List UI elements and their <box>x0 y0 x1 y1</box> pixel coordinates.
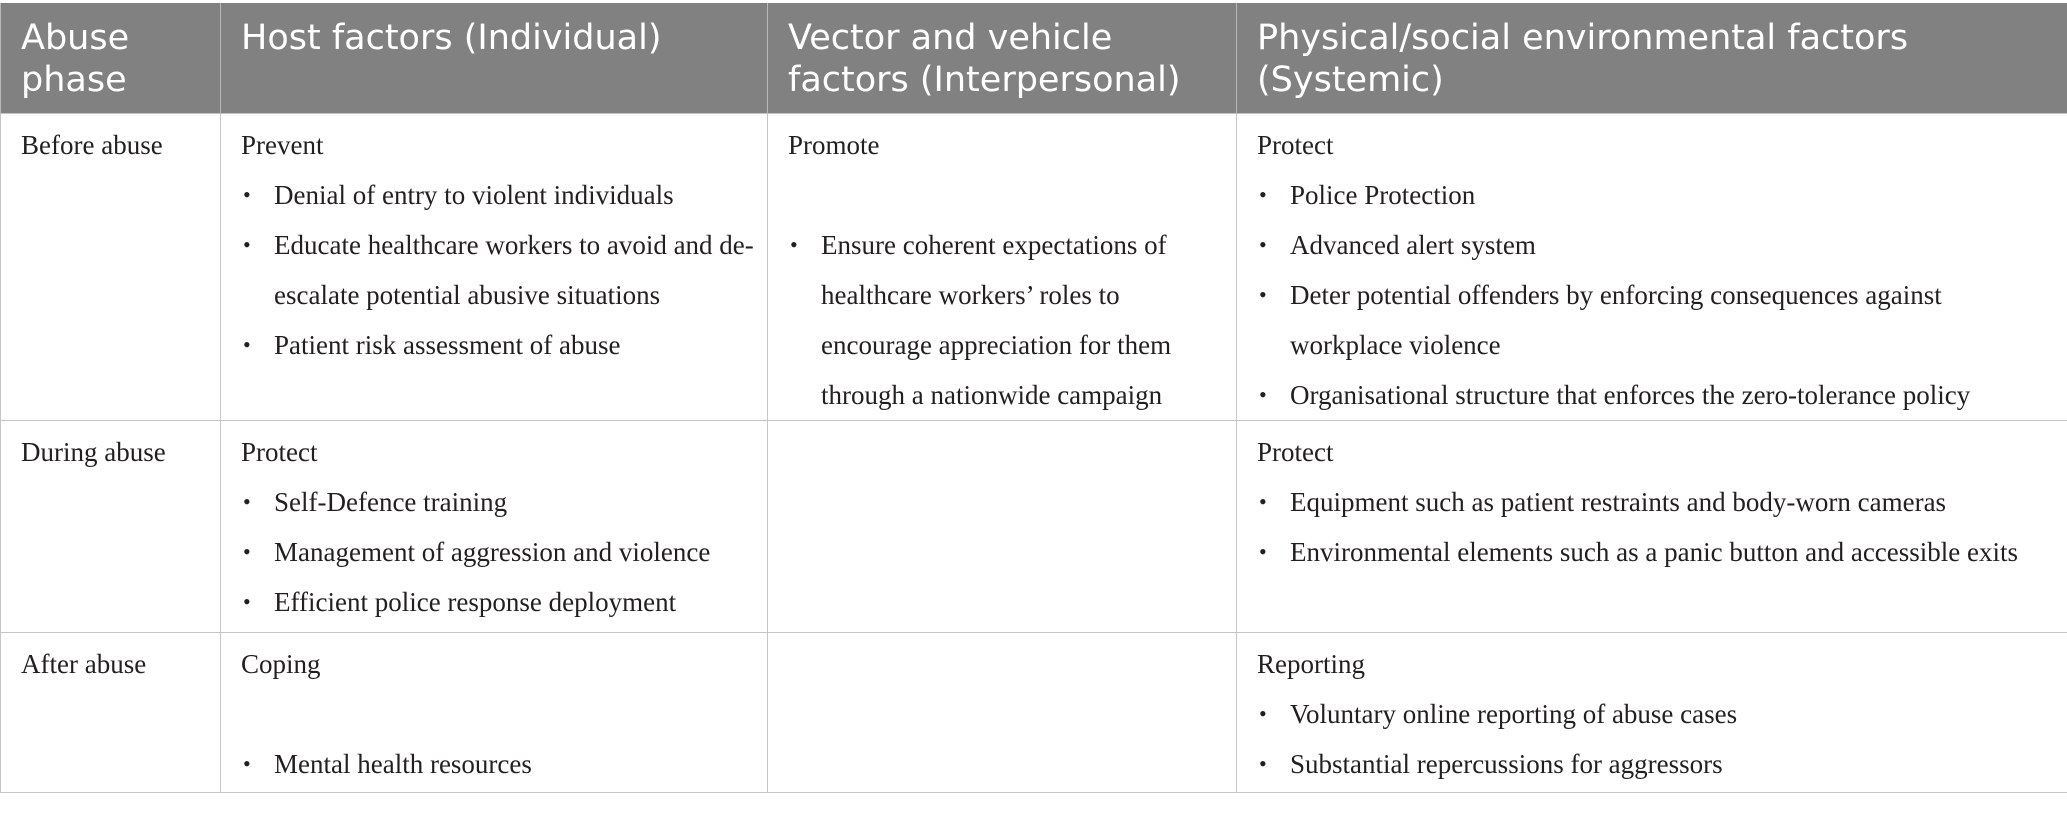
table-row-before-abuse <box>1 114 2067 421</box>
header-vector-factors: Vector and vehicle factors (Interpersonal) <box>768 3 1237 114</box>
list-item: • Substantial repercussions for aggressors <box>1257 739 2057 789</box>
env-cell <box>1237 421 2067 633</box>
vector-cell-title: Promote <box>788 130 880 160</box>
header-abuse-phase: Abuse phase <box>1 3 221 114</box>
list-item: • Efficient police response deployment <box>241 577 757 627</box>
list-item: • Advanced alert system <box>1257 220 2057 270</box>
vector-cell <box>768 114 1237 421</box>
header-row <box>1 3 2067 114</box>
host-cell <box>221 633 768 793</box>
host-list <box>241 739 757 789</box>
list-item: • Organisational structure that enforces the zero-tolerance policy <box>1257 370 2057 420</box>
header-environmental-factors: Physical/social environmental factors (Systemic) <box>1237 3 2067 114</box>
host-cell-title: Coping <box>241 649 321 679</box>
env-cell-title: Protect <box>1257 437 1334 467</box>
list-item: • Management of aggression and violence <box>241 527 757 577</box>
env-cell-title: Reporting <box>1257 649 1365 679</box>
list-item: • Self-Defence training <box>241 477 757 527</box>
vector-cell-empty <box>768 421 1237 633</box>
abuse-factors-table <box>0 3 2067 793</box>
env-cell <box>1237 114 2067 421</box>
host-cell <box>221 421 768 633</box>
list-item: • Equipment such as patient restraints and body-worn cameras <box>1257 477 2057 527</box>
host-cell <box>221 114 768 421</box>
host-cell-title: Prevent <box>241 130 324 160</box>
env-list <box>1257 689 2057 789</box>
env-cell <box>1237 633 2067 793</box>
header-host-factors: Host factors (Individual) <box>221 3 768 114</box>
phase-cell: After abuse <box>1 633 221 793</box>
list-item: • Denial of entry to violent individuals <box>241 170 757 220</box>
env-cell-title: Protect <box>1257 130 1334 160</box>
list-item: • Environmental elements such as a panic button and accessible exits <box>1257 527 2057 577</box>
table-row-during-abuse <box>1 421 2067 633</box>
host-cell-title: Protect <box>241 437 318 467</box>
list-item: • Mental health resources <box>241 739 757 789</box>
vector-cell-empty <box>768 633 1237 793</box>
phase-cell: During abuse <box>1 421 221 633</box>
table-row-after-abuse <box>1 633 2067 793</box>
list-item: • Ensure coherent expectations of healthcare workers’ roles to encourage appreciation for them through a nationwide campaign <box>788 220 1226 420</box>
list-item: • Patient risk assessment of abuse <box>241 320 757 370</box>
list-item: • Voluntary online reporting of abuse cases <box>1257 689 2057 739</box>
vector-list <box>788 220 1226 420</box>
list-item: • Educate healthcare workers to avoid and de-escalate potential abusive situations <box>241 220 757 320</box>
env-list <box>1257 477 2057 577</box>
host-list <box>241 477 757 627</box>
list-item: • Police Protection <box>1257 170 2057 220</box>
env-list <box>1257 170 2057 420</box>
list-item: • Deter potential offenders by enforcing consequences against workplace violence <box>1257 270 2057 370</box>
phase-cell: Before abuse <box>1 114 221 421</box>
host-list <box>241 170 757 370</box>
